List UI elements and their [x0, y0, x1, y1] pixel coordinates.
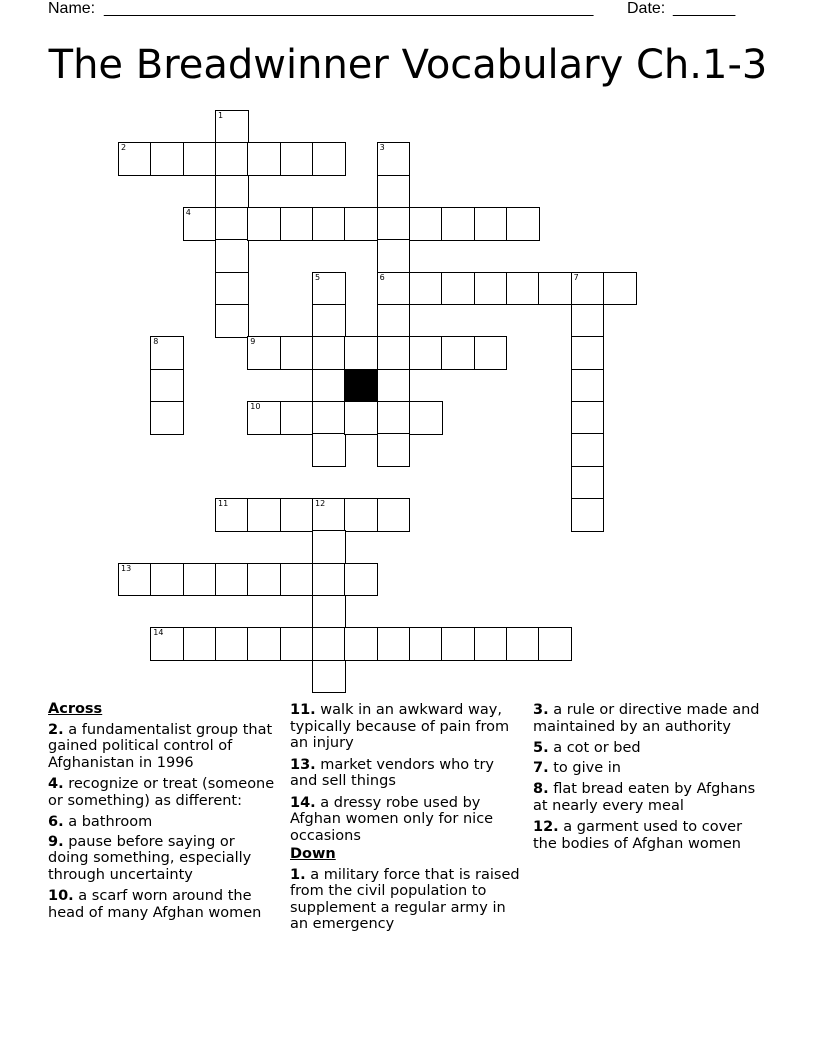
clue-across-4 [48, 776, 276, 809]
clue-text: to give in [553, 759, 621, 776]
grid-cell[interactable] [280, 142, 314, 176]
grid-cell[interactable] [247, 142, 281, 176]
name-label: Name: [48, 0, 96, 17]
grid-cell[interactable] [312, 336, 346, 370]
grid-cell[interactable] [441, 272, 475, 306]
clue-down-8 [533, 781, 768, 814]
clue-text: walk in an awkward way, typically because of pain from an injury [290, 702, 510, 751]
grid-cell[interactable] [312, 595, 346, 629]
grid-cell[interactable] [183, 207, 217, 241]
grid-cell[interactable] [344, 498, 378, 532]
cell-number: 7 [573, 272, 579, 282]
grid-cell[interactable] [571, 466, 605, 500]
grid-cell[interactable] [215, 142, 249, 176]
grid-cell[interactable] [571, 401, 605, 435]
grid-cell[interactable] [215, 239, 249, 273]
clue-down-1 [290, 867, 525, 933]
cell-number: 12 [315, 499, 326, 508]
clue-number: 4. [48, 776, 64, 792]
cell-number: 4 [185, 208, 191, 217]
grid-cell[interactable] [247, 498, 281, 532]
grid-cell[interactable] [312, 142, 346, 176]
black-square [344, 369, 378, 403]
grid-cell[interactable] [150, 627, 184, 661]
grid-cell[interactable] [409, 627, 443, 661]
clue-number: 7. [533, 759, 549, 776]
clue-number: 12. [533, 819, 559, 835]
clue-down-3 [533, 702, 768, 735]
clues-column-3 [533, 700, 768, 857]
grid-cell[interactable] [312, 207, 346, 241]
grid-cell[interactable] [409, 336, 443, 370]
clue-text: a fundamentalist group that gained political control of Afghanistan in 1996 [48, 721, 273, 771]
clue-text: flat bread eaten by Afghans at nearly every meal [533, 781, 756, 814]
clue-text: a garment used to cover the bodies of Afghan women [533, 819, 743, 852]
grid-cell[interactable] [280, 627, 314, 661]
clue-down-7 [533, 760, 768, 777]
grid-cell[interactable] [377, 239, 411, 273]
grid-cell[interactable] [344, 563, 378, 597]
grid-cell[interactable] [441, 336, 475, 370]
down-heading: Down [290, 846, 336, 862]
clue-number: 2. [48, 721, 64, 738]
grid-cell[interactable] [312, 563, 346, 597]
clue-text: a cot or bed [553, 740, 641, 756]
clue-across-9 [48, 834, 276, 884]
clue-number: 14. [290, 794, 316, 811]
cell-number: 6 [379, 272, 385, 282]
grid-cell[interactable] [538, 627, 572, 661]
clue-across-14 [290, 795, 525, 845]
clue-text: a bathroom [68, 814, 153, 830]
grid-cell[interactable] [571, 336, 605, 370]
grid-cell[interactable] [215, 627, 249, 661]
grid-cell[interactable] [377, 627, 411, 661]
grid-cell[interactable] [409, 207, 443, 241]
grid-cell[interactable] [247, 401, 281, 435]
cell-number: 1 [218, 111, 224, 120]
grid-cell[interactable] [183, 563, 217, 597]
grid-cell[interactable] [377, 272, 411, 306]
grid-cell[interactable] [474, 272, 508, 306]
grid-cell[interactable] [312, 498, 346, 532]
grid-cell[interactable] [150, 369, 184, 403]
grid-cell[interactable] [571, 272, 605, 306]
page-title: The Breadwinner Vocabulary Ch.1-3 [48, 42, 768, 88]
date-field[interactable]: _______ [673, 0, 736, 17]
grid-cell[interactable] [312, 660, 346, 694]
grid-cell[interactable] [409, 272, 443, 306]
grid-cell[interactable] [344, 336, 378, 370]
grid-cell[interactable] [571, 433, 605, 467]
grid-cell[interactable] [312, 369, 346, 403]
clue-text: a dressy robe used by Afghan women only for nice occasions [290, 794, 494, 844]
grid-cell[interactable] [571, 369, 605, 403]
grid-cell[interactable] [571, 304, 605, 338]
clue-text: a rule or directive made and maintained by an authority [533, 702, 760, 735]
grid-cell[interactable] [312, 401, 346, 435]
grid-cell[interactable] [344, 401, 378, 435]
cell-number: 9 [250, 337, 256, 347]
clue-text: a scarf worn around the head of many Afghan women [48, 888, 262, 921]
grid-cell[interactable] [312, 272, 346, 306]
grid-cell[interactable] [312, 627, 346, 661]
grid-cell[interactable] [506, 207, 540, 241]
clue-number: 11. [290, 702, 316, 718]
clue-across-13 [290, 757, 525, 790]
grid-cell[interactable] [538, 272, 572, 306]
grid-cell[interactable] [377, 207, 411, 241]
grid-cell[interactable] [474, 627, 508, 661]
clue-text: pause before saying or doing something, especially through uncertainty [48, 833, 252, 883]
clue-number: 13. [290, 756, 316, 773]
grid-cell[interactable] [150, 401, 184, 435]
grid-cell[interactable] [280, 563, 314, 597]
clue-text: market vendors who try and sell things [290, 756, 495, 789]
clue-across-11 [290, 702, 525, 752]
grid-cell[interactable] [603, 272, 637, 306]
grid-cell[interactable] [247, 627, 281, 661]
grid-cell[interactable] [312, 304, 346, 338]
clues-column-1 [48, 700, 276, 926]
grid-cell[interactable] [377, 498, 411, 532]
grid-cell[interactable] [215, 272, 249, 306]
grid-cell[interactable] [280, 401, 314, 435]
grid-cell[interactable] [344, 627, 378, 661]
grid-cell[interactable] [118, 563, 152, 597]
grid-cell[interactable] [215, 563, 249, 597]
cell-number: 11 [218, 499, 229, 508]
grid-cell[interactable] [215, 110, 249, 144]
grid-cell[interactable] [183, 142, 217, 176]
grid-cell[interactable] [183, 627, 217, 661]
grid-cell[interactable] [247, 336, 281, 370]
grid-cell[interactable] [118, 142, 152, 176]
clue-across-6 [48, 814, 276, 831]
clue-number: 3. [533, 702, 549, 718]
clue-number: 10. [48, 888, 74, 904]
clue-number: 6. [48, 814, 64, 830]
clue-text: recognize or treat (someone or something) as different: [48, 776, 275, 809]
cell-number: 14 [153, 628, 164, 638]
clue-across-2 [48, 722, 276, 772]
grid-cell[interactable] [571, 498, 605, 532]
grid-cell[interactable] [150, 563, 184, 597]
clue-number: 5. [533, 740, 549, 756]
grid-cell[interactable] [474, 336, 508, 370]
grid-cell[interactable] [247, 207, 281, 241]
grid-cell[interactable] [377, 433, 411, 467]
grid-cell[interactable] [280, 498, 314, 532]
grid-cell[interactable] [280, 336, 314, 370]
grid-cell[interactable] [377, 142, 411, 176]
clue-down-5 [533, 740, 768, 757]
grid-cell[interactable] [409, 401, 443, 435]
grid-cell[interactable] [215, 207, 249, 241]
clue-text: a military force that is raised from the civil population to supplement a regular army in an emergency [290, 866, 520, 932]
clue-number: 1. [290, 866, 306, 883]
cell-number: 3 [379, 143, 385, 153]
grid-cell[interactable] [344, 207, 378, 241]
cell-number: 10 [250, 402, 261, 411]
cell-number: 13 [121, 563, 132, 573]
clues-column-2 [290, 700, 525, 938]
grid-cell[interactable] [377, 336, 411, 370]
grid-cell[interactable] [215, 304, 249, 338]
cell-number: 8 [153, 337, 159, 347]
grid-cell[interactable] [441, 207, 475, 241]
grid-cell[interactable] [280, 207, 314, 241]
grid-cell[interactable] [247, 563, 281, 597]
grid-cell[interactable] [441, 627, 475, 661]
clue-across-10 [48, 888, 276, 921]
name-field[interactable]: _______________________________________________________ [104, 0, 594, 17]
grid-cell[interactable] [474, 207, 508, 241]
grid-cell[interactable] [150, 336, 184, 370]
grid-cell[interactable] [377, 401, 411, 435]
grid-cell[interactable] [312, 433, 346, 467]
grid-cell[interactable] [377, 304, 411, 338]
across-heading: Across [48, 701, 103, 717]
grid-cell[interactable] [215, 175, 249, 209]
clue-down-12 [533, 819, 768, 852]
grid-cell[interactable] [377, 175, 411, 209]
clue-number: 8. [533, 781, 549, 797]
clue-number: 9. [48, 833, 64, 850]
grid-cell[interactable] [506, 272, 540, 306]
grid-cell[interactable] [377, 369, 411, 403]
grid-cell[interactable] [506, 627, 540, 661]
cell-number: 2 [121, 143, 127, 153]
cell-number: 5 [315, 272, 321, 282]
grid-cell[interactable] [215, 498, 249, 532]
grid-cell[interactable] [312, 530, 346, 564]
date-label: Date: [627, 0, 666, 17]
grid-cell[interactable] [150, 142, 184, 176]
